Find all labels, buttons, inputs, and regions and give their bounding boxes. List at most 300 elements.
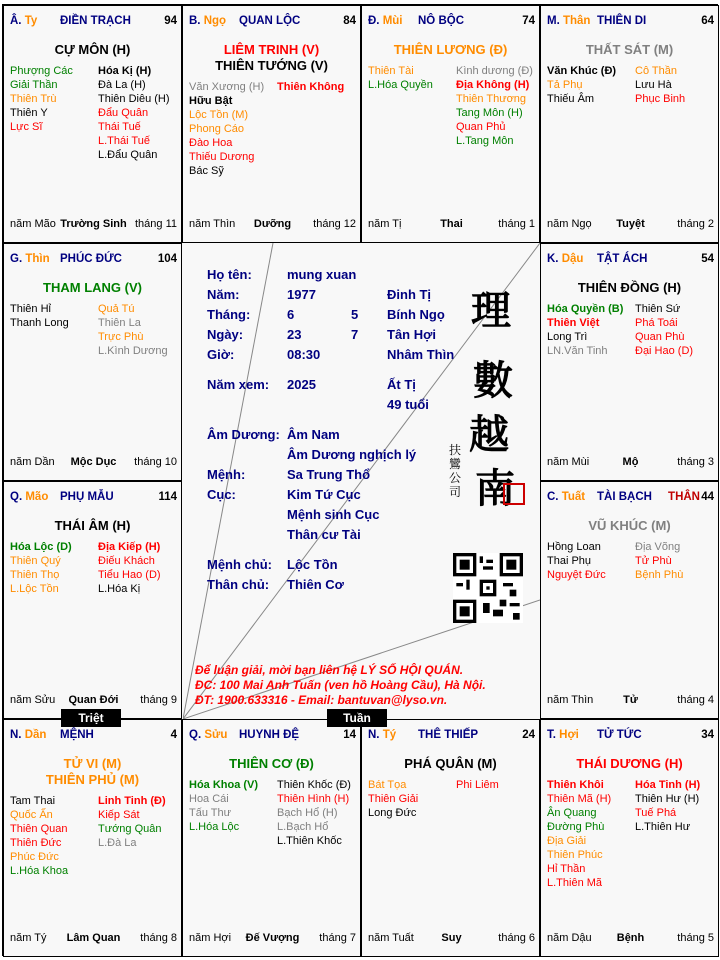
star-item: Thiên Y bbox=[10, 107, 48, 119]
star-item: Địa Không (H) bbox=[456, 79, 530, 91]
thang-label: Tháng: bbox=[207, 307, 251, 322]
chi-label: Tuất bbox=[561, 491, 586, 503]
main-star: THAM LANG (V) bbox=[43, 280, 142, 295]
main-stars bbox=[541, 42, 718, 58]
contact-line-2: ĐC: 100 Mai Anh Tuấn (ven hồ Hoàng Cầu), Hà Nội. bbox=[195, 678, 486, 692]
chi-label: Thìn bbox=[25, 253, 50, 265]
star-item: Hóa Lộc (D) bbox=[10, 541, 72, 553]
main-star: THIÊN LƯƠNG (Đ) bbox=[393, 42, 508, 57]
gio-value: 08:30 bbox=[287, 347, 321, 362]
minor-stars-left bbox=[10, 794, 68, 878]
main-stars bbox=[541, 518, 718, 534]
minor-stars-left bbox=[10, 540, 72, 596]
main-star: TỬ VI (M) bbox=[63, 756, 122, 771]
chi-label: Mùi bbox=[382, 15, 403, 27]
star-item: Tướng Quân bbox=[98, 823, 162, 835]
footer-month: tháng 4 bbox=[677, 694, 714, 706]
footer-month: tháng 5 bbox=[677, 932, 714, 944]
footer-year: năm Mùi bbox=[547, 456, 590, 468]
palace-name: NÔ BỘC bbox=[418, 15, 464, 27]
can-label: N. bbox=[10, 729, 22, 741]
chi-label: Hợi bbox=[559, 729, 579, 741]
star-item: Long Trì bbox=[547, 331, 588, 343]
palace-name: MỆNH bbox=[60, 729, 94, 741]
nam-canchi: Đinh Tị bbox=[387, 287, 432, 302]
palace-cell-ty bbox=[3, 5, 182, 243]
star-item: Hỉ Thần bbox=[547, 863, 586, 875]
nam-label: Năm: bbox=[207, 287, 240, 302]
star-item: Quả Tú bbox=[98, 303, 135, 315]
tu-vi-chart-board bbox=[2, 4, 718, 956]
seal-text: 扶鸞公司 bbox=[449, 443, 462, 499]
footer-month: tháng 11 bbox=[134, 218, 177, 230]
palace-footer bbox=[189, 932, 356, 946]
palace-name: HUYNH ĐỆ bbox=[239, 729, 300, 741]
footer-year: năm Tị bbox=[368, 218, 402, 230]
minor-stars-right bbox=[98, 794, 166, 850]
palace-cell-ngo bbox=[182, 5, 361, 243]
minor-stars-right bbox=[277, 80, 344, 94]
palace-name: THIÊN DI bbox=[597, 15, 647, 27]
palace-cell-than bbox=[540, 5, 719, 243]
palace-cell-thin bbox=[3, 243, 182, 481]
menh-value: Sa Trung Thổ bbox=[287, 467, 371, 482]
palace-cell-mao bbox=[3, 481, 182, 719]
star-item: Thái Tuế bbox=[98, 121, 141, 133]
minor-stars-left bbox=[547, 540, 606, 582]
star-item: L.Thiên Mã bbox=[547, 877, 603, 889]
star-item: Phượng Các bbox=[10, 65, 73, 77]
main-star: THÁI DƯƠNG (H) bbox=[576, 756, 683, 771]
star-item: Hoa Cái bbox=[189, 793, 229, 805]
footer-year: năm Tý bbox=[10, 932, 47, 944]
star-item: Tả Phụ bbox=[547, 79, 583, 91]
footer-stage: Mộ bbox=[622, 456, 639, 468]
star-item: L.Thiên Hư bbox=[635, 821, 691, 833]
star-item: Thiên Diêu (H) bbox=[98, 93, 170, 105]
ngay-canchi: Tân Hợi bbox=[387, 327, 436, 342]
star-item: Tiểu Hao (D) bbox=[98, 569, 161, 581]
footer-stage: Dưỡng bbox=[253, 218, 292, 230]
star-item: Hóa Khoa (V) bbox=[189, 779, 259, 791]
palace-name: PHÚC ĐỨC bbox=[60, 253, 122, 265]
can-label: Â. bbox=[10, 15, 22, 27]
can-chi bbox=[547, 729, 579, 741]
star-item: Đào Hoa bbox=[189, 137, 233, 149]
main-star: LIÊM TRINH (V) bbox=[223, 42, 320, 57]
palace-age-number: 74 bbox=[522, 15, 535, 27]
palace-footer bbox=[547, 932, 714, 946]
thanchu-label: Thân chủ: bbox=[207, 577, 270, 592]
palace-cell-tuat bbox=[540, 481, 719, 719]
menh-label: Mệnh: bbox=[207, 467, 246, 482]
palace-age-number: 34 bbox=[701, 729, 714, 741]
star-item: Phi Liêm bbox=[456, 779, 499, 791]
main-star: VŨ KHÚC (M) bbox=[588, 518, 671, 533]
gio-label: Giờ: bbox=[207, 347, 235, 362]
star-item: Bác Sỹ bbox=[189, 165, 224, 177]
footer-stage: Bệnh bbox=[616, 932, 645, 944]
main-stars bbox=[4, 42, 181, 58]
thang-canchi: Bính Ngọ bbox=[387, 307, 445, 322]
palace-age-number: 14 bbox=[343, 729, 356, 741]
star-item: Ân Quang bbox=[547, 807, 597, 819]
palace-age-number: 84 bbox=[343, 15, 356, 27]
star-item: Bát Tọa bbox=[368, 779, 407, 791]
main-stars bbox=[4, 280, 181, 296]
star-item: Hóa Quyền (B) bbox=[547, 303, 624, 315]
star-item: L.Bạch Hổ bbox=[277, 821, 329, 833]
main-star: THIÊN ĐỒNG (H) bbox=[577, 280, 682, 295]
palace-cell-ty2 bbox=[361, 719, 540, 957]
can-chi bbox=[547, 253, 583, 265]
main-star: THIÊN CƠ (Đ) bbox=[229, 756, 314, 771]
chi-label: Thân bbox=[562, 15, 591, 27]
contact-info bbox=[195, 663, 535, 708]
star-item: Thiên Khốc (Đ) bbox=[277, 779, 351, 791]
footer-month: tháng 1 bbox=[498, 218, 535, 230]
ho-ten-label: Họ tên: bbox=[207, 267, 252, 282]
star-item: Lực Sĩ bbox=[10, 121, 43, 133]
footer-year: năm Hợi bbox=[189, 932, 232, 944]
palace-name: PHỤ MẪU bbox=[60, 491, 114, 503]
star-item: Lưu Hà bbox=[635, 79, 672, 91]
star-item: Tử Phù bbox=[635, 555, 672, 567]
footer-month: tháng 8 bbox=[140, 932, 177, 944]
chi-label: Sửu bbox=[204, 729, 228, 741]
star-item: Thiếu Dương bbox=[189, 151, 255, 163]
menhchu-label: Mệnh chủ: bbox=[207, 557, 272, 572]
minor-stars-right bbox=[635, 778, 700, 834]
star-item: Tam Thai bbox=[10, 795, 56, 807]
star-item: L.Hóa Quyền bbox=[368, 79, 433, 91]
star-item: Hữu Bật bbox=[189, 95, 233, 107]
palace-name: TỬ TỨC bbox=[597, 729, 642, 741]
ngay-am: 7 bbox=[351, 327, 359, 342]
main-stars bbox=[183, 756, 360, 772]
star-item: Quốc Ấn bbox=[10, 809, 53, 821]
seal-stamp bbox=[503, 483, 525, 505]
palace-footer bbox=[10, 456, 177, 470]
palace-age-number: 54 bbox=[701, 253, 714, 265]
footer-year: năm Dậu bbox=[547, 932, 592, 944]
star-item: Thiên Khôi bbox=[547, 779, 604, 791]
palace-header bbox=[547, 729, 714, 743]
footer-stage: Đế Vượng bbox=[245, 932, 300, 944]
main-star: CỰ MÔN (H) bbox=[54, 42, 131, 57]
minor-stars-right bbox=[635, 64, 685, 106]
can-chi bbox=[10, 729, 46, 741]
star-item: Cô Thần bbox=[635, 65, 677, 77]
palace-header bbox=[10, 491, 177, 505]
minor-stars-left bbox=[189, 80, 264, 178]
minor-stars-left bbox=[547, 302, 623, 358]
footer-month: tháng 2 bbox=[677, 218, 714, 230]
footer-stage: Quan Đới bbox=[68, 694, 119, 706]
palace-header bbox=[547, 253, 714, 267]
footer-month: tháng 7 bbox=[319, 932, 356, 944]
qr-code-image bbox=[453, 553, 523, 623]
can-label: Đ. bbox=[368, 15, 380, 27]
star-item: Địa Giải bbox=[547, 835, 587, 847]
palace-header bbox=[368, 15, 535, 29]
palace-name: ĐIỀN TRẠCH bbox=[60, 15, 131, 27]
can-label: T. bbox=[547, 729, 556, 741]
tuoi-value: 49 tuổi bbox=[387, 397, 429, 412]
star-item: Điếu Khách bbox=[98, 555, 155, 567]
star-item: Thiếu Âm bbox=[547, 93, 595, 105]
can-chi bbox=[547, 491, 585, 503]
palace-header bbox=[10, 729, 177, 743]
contact-line-3: ĐT: 1900.633316 - Email: bantuvan@lyso.vn. bbox=[195, 693, 448, 707]
palace-name: QUAN LỘC bbox=[239, 15, 301, 27]
footer-year: năm Thìn bbox=[547, 694, 594, 706]
palace-footer bbox=[10, 694, 177, 708]
can-chi bbox=[189, 15, 226, 27]
triet-tag: Triệt bbox=[61, 709, 121, 727]
footer-stage: Trường Sinh bbox=[60, 218, 127, 230]
star-item: Long Đức bbox=[368, 807, 417, 819]
star-item: Thanh Long bbox=[10, 317, 69, 329]
star-item: Quan Phù bbox=[635, 331, 685, 343]
thang-am: 5 bbox=[351, 307, 359, 322]
contact-line-1: Để luận giải, mời bạn liên hệ LÝ SỐ HỘI QUÁN. bbox=[195, 663, 464, 677]
footer-stage: Lâm Quan bbox=[66, 932, 121, 944]
main-stars bbox=[541, 756, 718, 772]
minor-stars-right bbox=[277, 778, 351, 848]
star-item: Nguyệt Đức bbox=[547, 569, 606, 581]
star-item: Thiên Không bbox=[277, 81, 345, 93]
star-item: L.Hóa Khoa bbox=[10, 865, 69, 877]
main-star: THẤT SÁT (M) bbox=[585, 42, 674, 57]
palace-footer bbox=[368, 932, 535, 946]
star-item: LN.Văn Tinh bbox=[547, 345, 608, 357]
can-label: B. bbox=[189, 15, 201, 27]
star-item: Giải Thần bbox=[10, 79, 58, 91]
minor-stars-left bbox=[368, 64, 433, 92]
thang-value: 6 bbox=[287, 307, 295, 322]
minor-stars-left bbox=[10, 64, 73, 134]
palace-footer bbox=[10, 218, 177, 232]
can-chi bbox=[10, 253, 50, 265]
footer-stage: Mộc Dục bbox=[70, 456, 117, 468]
can-label: N. bbox=[368, 729, 380, 741]
palace-footer bbox=[547, 694, 714, 708]
star-item: Thiên Hỉ bbox=[10, 303, 51, 315]
palace-cell-hoi bbox=[540, 719, 719, 957]
palace-cell-mui bbox=[361, 5, 540, 243]
amduong-label: Âm Dương: bbox=[207, 427, 280, 442]
palace-age-number: 4 bbox=[170, 729, 177, 741]
star-item: Thiên Quan bbox=[10, 823, 68, 835]
star-item: Quan Phủ bbox=[456, 121, 506, 133]
minor-stars-left bbox=[368, 778, 418, 820]
footer-month: tháng 12 bbox=[313, 218, 356, 230]
can-label: G. bbox=[10, 253, 23, 265]
star-item: L.Đà La bbox=[98, 837, 137, 849]
star-item: Tấu Thư bbox=[189, 807, 232, 819]
star-item: Địa Kiếp (H) bbox=[98, 541, 161, 553]
palace-age-number: 44 bbox=[701, 491, 714, 503]
namxem-canchi: Ất Tị bbox=[387, 377, 416, 392]
than-cu-note: Thân cư Tài bbox=[287, 527, 361, 542]
palace-header bbox=[189, 729, 356, 743]
footer-stage: Suy bbox=[441, 932, 462, 944]
can-chi bbox=[368, 15, 403, 27]
star-item: Thiên Thọ bbox=[10, 569, 60, 581]
palace-header bbox=[189, 15, 356, 29]
minor-stars-right bbox=[456, 778, 499, 792]
footer-year: năm Sửu bbox=[10, 694, 56, 706]
than-marker: THÂN bbox=[668, 491, 700, 503]
chi-label: Ngọ bbox=[203, 15, 227, 27]
star-item: Văn Xương (H) bbox=[189, 81, 265, 93]
minor-stars-right bbox=[635, 302, 693, 358]
footer-year: năm Thìn bbox=[189, 218, 236, 230]
nam-value: 1977 bbox=[287, 287, 316, 302]
palace-name: TẬT ÁCH bbox=[597, 253, 648, 265]
main-star: THÁI ÂM (H) bbox=[54, 518, 131, 533]
menhchu-value: Lộc Tồn bbox=[287, 557, 338, 572]
star-item: Hóa Kị (H) bbox=[98, 65, 152, 77]
gio-canchi: Nhâm Thìn bbox=[387, 347, 455, 362]
main-star: THIÊN TƯỚNG (V) bbox=[215, 58, 328, 73]
star-item: Thiên Phúc bbox=[547, 849, 603, 861]
palace-footer bbox=[547, 456, 714, 470]
main-stars bbox=[4, 518, 181, 534]
palace-age-number: 104 bbox=[157, 253, 177, 265]
can-label: C. bbox=[547, 491, 559, 503]
chi-label: Ty bbox=[24, 15, 38, 27]
cuc-value: Kim Tứ Cục bbox=[287, 487, 361, 502]
palace-header bbox=[10, 15, 177, 29]
footer-stage: Tử bbox=[623, 694, 638, 706]
star-item: Kình dương (Đ) bbox=[456, 65, 533, 77]
star-item: Thiên Việt bbox=[547, 317, 600, 329]
star-item: Địa Võng bbox=[635, 541, 681, 553]
star-item: L.Thái Tuế bbox=[98, 135, 150, 147]
star-item: Thiên Giải bbox=[368, 793, 419, 805]
amduong-note: Âm Dương nghịch lý bbox=[287, 447, 417, 462]
main-star: THIÊN PHỦ (M) bbox=[45, 772, 140, 787]
star-item: Thiên La bbox=[98, 317, 141, 329]
can-label: Q. bbox=[189, 729, 202, 741]
palace-age-number: 24 bbox=[522, 729, 535, 741]
star-item: Văn Khúc (Đ) bbox=[547, 65, 617, 77]
star-item: Linh Tinh (Đ) bbox=[98, 795, 166, 807]
palace-age-number: 94 bbox=[164, 15, 177, 27]
minor-stars-left bbox=[547, 778, 611, 890]
footer-month: tháng 10 bbox=[134, 456, 177, 468]
star-item: L.Hóa Kị bbox=[98, 583, 141, 595]
star-item: L.Tang Môn bbox=[456, 135, 514, 147]
star-item: L.Đẩu Quân bbox=[98, 149, 158, 161]
palace-footer bbox=[547, 218, 714, 232]
cuc-label: Cục: bbox=[207, 487, 236, 502]
palace-header bbox=[10, 253, 177, 267]
minor-stars-right bbox=[98, 302, 168, 358]
star-item: Thiên Mã (H) bbox=[547, 793, 612, 805]
minor-stars-right bbox=[456, 64, 533, 148]
minor-stars-right bbox=[98, 64, 170, 162]
namxem-value: 2025 bbox=[287, 377, 316, 392]
palace-cell-dau bbox=[540, 243, 719, 481]
chi-label: Mão bbox=[25, 491, 49, 503]
palace-age-number: 64 bbox=[701, 15, 714, 27]
star-item: Tang Môn (H) bbox=[456, 107, 523, 119]
main-stars bbox=[183, 42, 360, 74]
star-item: L.Lộc Tồn bbox=[10, 583, 59, 595]
tuan-tag: Tuần bbox=[327, 709, 387, 727]
star-item: L.Kình Dương bbox=[98, 345, 168, 357]
can-chi bbox=[547, 15, 590, 27]
cuc-note: Mệnh sinh Cục bbox=[287, 507, 380, 522]
ngay-value: 23 bbox=[287, 327, 302, 342]
star-item: Thiên Hình (H) bbox=[277, 793, 350, 805]
star-item: Phong Cáo bbox=[189, 123, 245, 135]
palace-name: THÊ THIẾP bbox=[418, 729, 479, 741]
star-item: Thai Phụ bbox=[547, 555, 592, 567]
can-chi bbox=[10, 491, 48, 503]
star-item: Thiên Đức bbox=[10, 837, 62, 849]
footer-year: năm Ngọ bbox=[547, 218, 592, 230]
footer-year: năm Dần bbox=[10, 456, 55, 468]
footer-stage: Tuyệt bbox=[616, 218, 645, 230]
minor-stars-left bbox=[10, 302, 69, 330]
footer-month: tháng 6 bbox=[498, 932, 535, 944]
footer-stage: Thai bbox=[440, 218, 463, 230]
can-label: K. bbox=[547, 253, 559, 265]
palace-cell-dan bbox=[3, 719, 182, 957]
footer-month: tháng 3 bbox=[677, 456, 714, 468]
center-info-panel bbox=[183, 243, 540, 719]
star-item: Đường Phù bbox=[547, 821, 605, 833]
minor-stars-right bbox=[635, 540, 683, 582]
amduong-value: Âm Nam bbox=[287, 427, 340, 442]
star-item: Thiên Hư (H) bbox=[635, 793, 700, 805]
star-item: Thiên Tài bbox=[368, 65, 414, 77]
main-star: PHÁ QUÂN (M) bbox=[404, 756, 497, 771]
star-item: Đẩu Quân bbox=[98, 107, 149, 119]
calligraphy-char-3: 越 bbox=[469, 411, 509, 458]
palace-header bbox=[368, 729, 535, 743]
palace-footer bbox=[189, 218, 356, 232]
can-label: Q. bbox=[10, 491, 23, 503]
star-item: Thiên Quý bbox=[10, 555, 61, 567]
star-item: Lộc Tồn (M) bbox=[189, 109, 249, 121]
ngay-label: Ngày: bbox=[207, 327, 244, 342]
palace-footer bbox=[368, 218, 535, 232]
footer-year: năm Tuất bbox=[368, 932, 414, 944]
palace-footer bbox=[10, 932, 177, 946]
star-item: Thiên Trù bbox=[10, 93, 57, 105]
footer-month: tháng 9 bbox=[140, 694, 177, 706]
can-chi bbox=[10, 15, 37, 27]
chi-label: Dậu bbox=[561, 253, 584, 265]
star-item: L.Hóa Lộc bbox=[189, 821, 240, 833]
chi-label: Dần bbox=[24, 729, 47, 741]
can-chi bbox=[368, 729, 396, 741]
can-label: M. bbox=[547, 15, 560, 27]
star-item: Kiếp Sát bbox=[98, 809, 140, 821]
minor-stars-left bbox=[547, 64, 616, 106]
palace-age-number: 114 bbox=[158, 491, 177, 503]
chi-label: Tý bbox=[382, 729, 397, 741]
star-item: L.Thiên Khốc bbox=[277, 835, 342, 847]
star-item: Phục Binh bbox=[635, 93, 686, 105]
thanchu-value: Thiên Cơ bbox=[287, 577, 344, 592]
star-item: Hóa Tinh (H) bbox=[635, 779, 701, 791]
